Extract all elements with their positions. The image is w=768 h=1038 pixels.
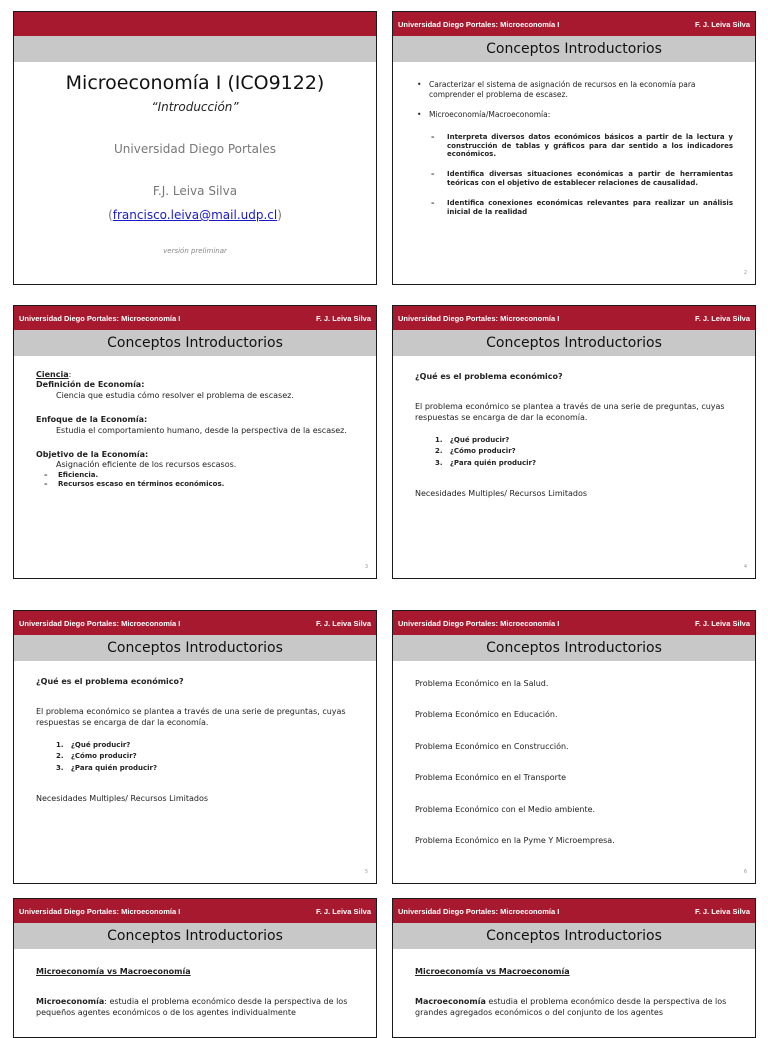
cover-title: Microeconomía I (ICO9122) <box>65 72 325 94</box>
list-item: 2. ¿Cómo producir? <box>435 447 516 456</box>
slide-header <box>393 306 755 330</box>
slide-body <box>415 679 733 846</box>
question-paragraph: El problema económico se plantea a través de una serie de preguntas, cuyas respuestas se encarga de dar la economía. <box>36 707 346 727</box>
header-author: F. J. Leiva Silva <box>694 619 750 628</box>
slide-body <box>36 967 354 1018</box>
slide-4 <box>392 305 756 579</box>
objective-dash-item: – Recursos escaso en términos económicos. <box>36 480 354 489</box>
question-heading: ¿Qué es el problema económico? <box>36 677 184 686</box>
header-university: Universidad Diego Portales: Microeconomía I <box>398 619 560 628</box>
page-number: 6 <box>743 869 747 875</box>
slide-1 <box>13 11 377 285</box>
header-author: F. J. Leiva Silva <box>694 907 750 916</box>
term: Microeconomía <box>36 997 105 1007</box>
header-university: Universidad Diego Portales: Microeconomía I <box>19 314 181 323</box>
header-author: F. J. Leiva Silva <box>315 314 371 323</box>
slide-title: Conceptos Introductorios <box>107 928 283 944</box>
slide-2 <box>392 11 756 285</box>
slide-body <box>415 967 733 1018</box>
slide-title: Conceptos Introductorios <box>107 640 283 656</box>
needs-line: Necesidades Multiples/ Recursos Limitados <box>415 488 588 498</box>
slide-header <box>14 899 376 923</box>
slide-7 <box>13 898 377 1038</box>
header-author: F. J. Leiva Silva <box>694 20 750 29</box>
definition: : estudia el problema económico desde la perspectiva de los pequeños agentes económicos o de los agentes individualmente <box>36 997 348 1017</box>
header-university: Universidad Diego Portales: Microeconomía I <box>19 907 181 916</box>
term: Macroeconomía <box>415 997 486 1007</box>
slide-body <box>415 80 733 228</box>
slide-header <box>14 306 376 330</box>
slide-3 <box>13 305 377 579</box>
header-author: F. J. Leiva Silva <box>315 907 371 916</box>
page-number: 5 <box>364 869 368 875</box>
definition: estudia el problema económico desde la perspectiva de los grandes agregados económicos o del conjunto de los agentes <box>415 997 727 1017</box>
slide-body <box>415 372 733 499</box>
definition-paragraph <box>415 997 733 1018</box>
slide-title: Conceptos Introductorios <box>486 640 662 656</box>
slide-5 <box>13 610 377 884</box>
paren-open: ( <box>108 208 113 222</box>
email-link[interactable]: francisco.leiva@mail.udp.cl <box>112 208 278 222</box>
question-heading: ¿Qué es el problema económico? <box>415 372 563 381</box>
slide-header <box>393 899 755 923</box>
cover-subtitle: “Introducción” <box>151 100 239 114</box>
slide-title: Conceptos Introductorios <box>486 335 662 351</box>
definition-text: Ciencia que estudia cómo resolver el problema de escasez. <box>56 390 294 400</box>
bullet-item: • Caracterizar el sistema de asignación de recursos en la economía para comprender el problema de escasez. <box>415 80 733 100</box>
objective-dash-item: – Eficiencia. <box>36 471 354 480</box>
slide-header <box>393 12 755 36</box>
title-band <box>14 36 376 62</box>
list-item: Problema Económico con el Medio ambiente. <box>415 804 596 814</box>
sub-item: – Identifica diversas situaciones económicas a partir de herramientas teóricas con el objetivo de establecer relaciones de causalidad. <box>415 170 733 187</box>
list-item: 3. ¿Para quién producir? <box>435 458 537 467</box>
header-university: Universidad Diego Portales: Microeconomía I <box>398 907 560 916</box>
sub-item: – Identifica conexiones económicas relevantes para realizar un análisis inicial de la realidad <box>415 199 733 216</box>
slide-title: Conceptos Introductorios <box>486 928 662 944</box>
focus-title: Enfoque de la Economía: <box>36 415 148 425</box>
paren-close: ) <box>277 208 282 222</box>
slide-6 <box>392 610 756 884</box>
list-item: 2. ¿Cómo producir? <box>56 752 137 761</box>
list-item: Problema Económico en la Pyme Y Microempresa. <box>415 835 615 845</box>
version-note: versión preliminar <box>163 247 227 255</box>
slide-title: Conceptos Introductorios <box>486 41 662 57</box>
header-university: Universidad Diego Portales: Microeconomía I <box>19 619 181 628</box>
list-item: 3. ¿Para quién producir? <box>56 763 158 772</box>
slide-body <box>36 677 354 804</box>
slide-body: Ciencia: Definición de Economía: Ciencia que estudia cómo resolver el problema de escasez. Enfoque de la Economía: Estudia el comportamiento humano, desde la perspectiva de la escasez. Objetivo de la Economía: Asignación eficiente de los recursos escasos. – Eficiencia. – Recursos escaso en términos económicos. <box>36 370 354 489</box>
cover-email-line <box>14 208 376 222</box>
section-heading: Microeconomía vs Macroeconomía <box>415 967 570 976</box>
slide-8 <box>392 898 756 1038</box>
objective-title: Objetivo de la Economía: <box>36 449 149 459</box>
list-item: Problema Económico en la Salud. <box>415 679 549 688</box>
slide-header <box>393 611 755 635</box>
definition-title: Definición de Economía: <box>36 380 145 390</box>
list-item: 1. ¿Qué producir? <box>56 741 131 750</box>
slide-title: Conceptos Introductorios <box>107 335 283 351</box>
focus-text: Estudia el comportamiento humano, desde la perspectiva de la escasez. <box>56 425 347 435</box>
page-number: 3 <box>364 564 368 570</box>
question-list <box>36 740 354 774</box>
header-author: F. J. Leiva Silva <box>694 314 750 323</box>
header-university: Universidad Diego Portales: Microeconomía I <box>398 314 560 323</box>
bullet-item: • Microeconomía/Macroeconomía: <box>415 110 733 120</box>
question-paragraph: El problema económico se plantea a través de una serie de preguntas, cuyas respuestas se encarga de dar la economía. <box>415 402 725 422</box>
sub-item: – Interpreta diversos datos económicos básicos a partir de la lectura y construcción de tablas y gráficos para dar sentido a los indicadores económicos. <box>415 133 733 158</box>
list-item: Problema Económico en Educación. <box>415 710 558 720</box>
section-heading: Microeconomía vs Macroeconomía <box>36 967 191 976</box>
slide-header <box>14 12 376 36</box>
list-item: Problema Económico en Construcción. <box>415 741 569 751</box>
needs-line: Necesidades Multiples/ Recursos Limitados <box>36 793 209 803</box>
list-item: 1. ¿Qué producir? <box>435 436 510 445</box>
question-list <box>415 435 733 469</box>
cover-author: F.J. Leiva Silva <box>152 184 238 198</box>
objective-text: Asignación eficiente de los recursos escasos. <box>56 460 237 470</box>
ciencia-label: Ciencia <box>36 370 69 379</box>
cover-university: Universidad Diego Portales <box>114 142 276 156</box>
page-number: 2 <box>743 270 747 276</box>
header-author: F. J. Leiva Silva <box>315 619 371 628</box>
header-university: Universidad Diego Portales: Microeconomía I <box>398 20 560 29</box>
slide-header <box>14 611 376 635</box>
list-item: Problema Económico en el Transporte <box>415 773 566 783</box>
definition-paragraph <box>36 997 354 1018</box>
page-number: 4 <box>743 564 747 570</box>
